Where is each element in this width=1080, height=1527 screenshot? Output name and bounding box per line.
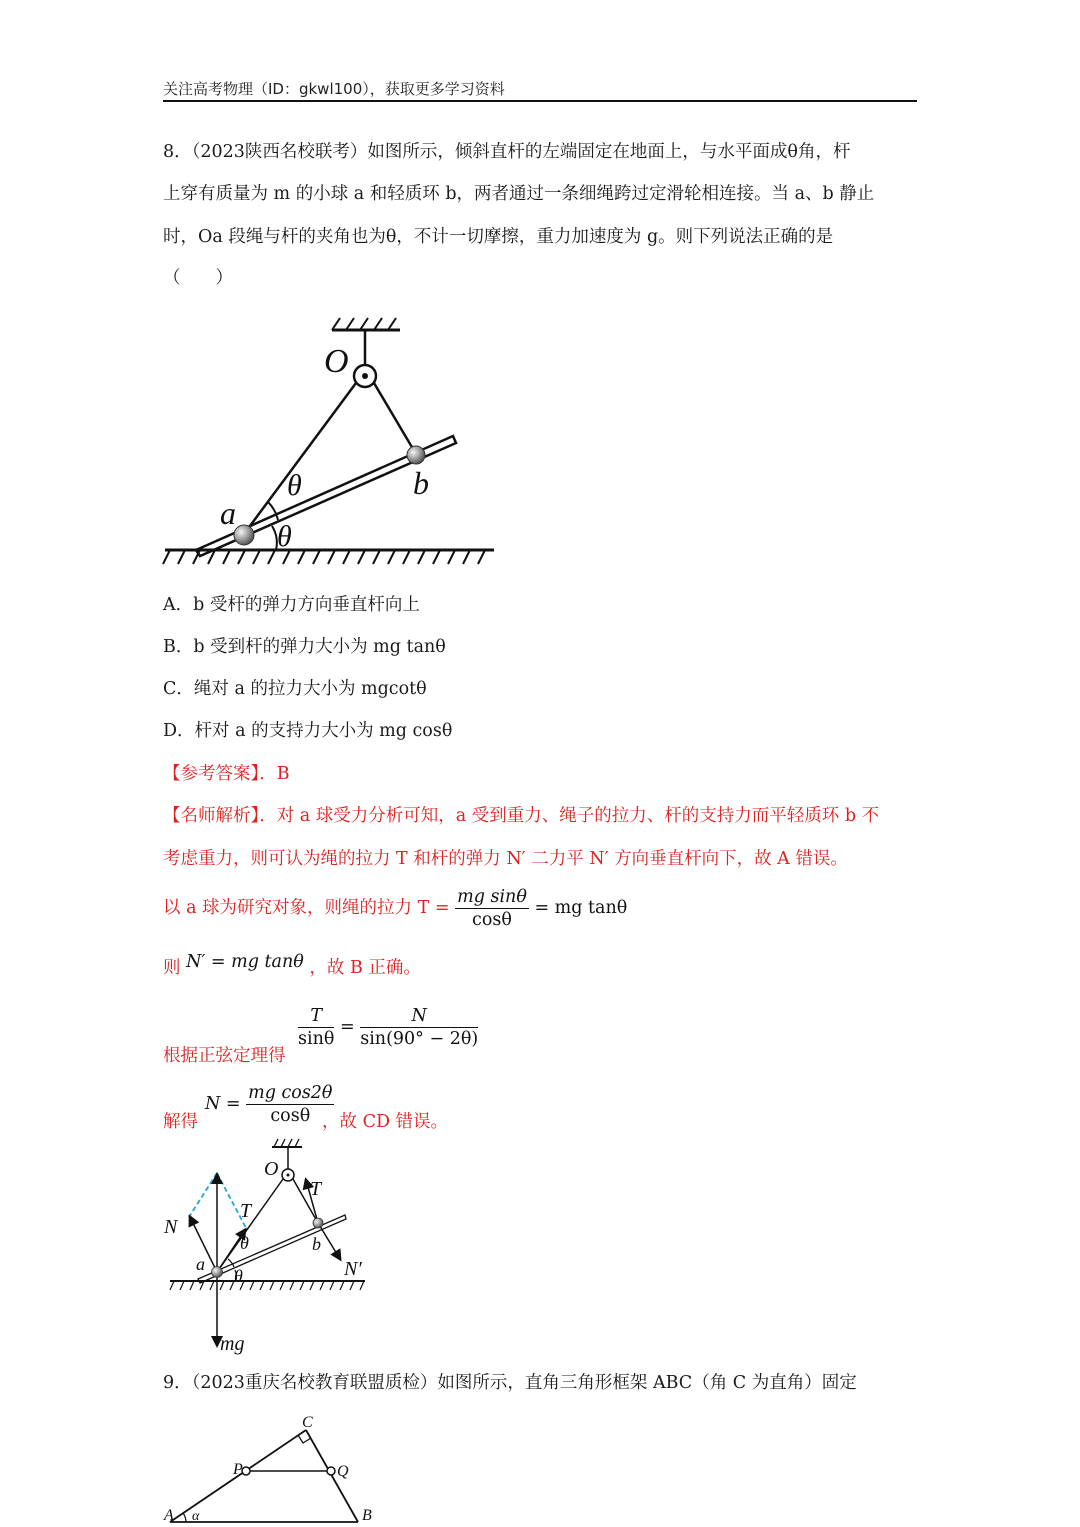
reference-answer: 【参考答案】．B — [163, 764, 290, 784]
option-a: A．b 受杆的弹力方向垂直杆向上 — [163, 595, 420, 615]
sine-fraction-left — [298, 1005, 334, 1050]
solve-equation — [205, 1082, 334, 1127]
sine-num-left: T — [298, 1005, 334, 1028]
normal-eq-formula: N′ = mg tanθ — [186, 952, 304, 972]
force-label-mg: mg — [220, 1333, 245, 1355]
tension-eq-prefix: 以 a 球为研究对象，则绳的拉力 T = — [163, 898, 450, 918]
label-a: a — [220, 495, 236, 531]
option-b: B．b 受到杆的弹力大小为 mg tanθ — [163, 637, 446, 657]
analysis-line2: 考虑重力，则可认为绳的拉力 T 和杆的弹力 N′ 二力平 N′ 方向垂直杆向下，故 A 错误。 — [163, 849, 848, 869]
option-c: C．绳对 a 的拉力大小为 mgcotθ — [163, 679, 427, 699]
q9-stem-line1: 9．（2023重庆名校教育联盟质检）如图所示，直角三角形框架 ABC（角 C 为直角）固定 — [163, 1373, 857, 1393]
normal-eq-suffix: ，故 B 正确。 — [309, 958, 421, 978]
sine-rule-label: 根据正弦定理得 — [163, 1046, 286, 1066]
force-label-b: b — [312, 1234, 321, 1254]
q8-force-diagram — [160, 1135, 380, 1360]
tension-denominator: cosθ — [472, 910, 512, 930]
q8-figure-rod-pulley — [160, 310, 500, 580]
solve-lhs: N = — [205, 1094, 241, 1114]
normal-eq-prefix: 则 — [163, 958, 181, 978]
force-label-theta-rope: θ — [240, 1233, 249, 1253]
tri-label-C: C — [302, 1414, 313, 1431]
header-divider — [163, 100, 917, 102]
analysis-normal-eq — [163, 952, 421, 978]
tri-label-Q: Q — [337, 1463, 349, 1480]
solve-numerator: mg cos2θ — [248, 1083, 333, 1103]
analysis-line1: 【名师解析】．对 a 球受力分析可知，a 受到重力、绳子的拉力、杆的支持力而平轻质环 b 不 — [163, 806, 880, 826]
sine-num-right: N — [360, 1005, 478, 1028]
q8-stem-line3: 时，Oa 段绳与杆的夹角也为θ，不计一切摩擦，重力加速度为 g。则下列说法正确的是 — [163, 227, 834, 247]
tension-numerator: mg sinθ — [457, 887, 527, 907]
q8-answer-paren: （ ） — [163, 268, 233, 288]
force-label-O: O — [264, 1158, 279, 1180]
tri-label-B: B — [362, 1507, 372, 1524]
force-label-T-b: T — [310, 1178, 322, 1200]
solve-label: 解得 — [163, 1112, 198, 1132]
tri-label-A: A — [164, 1507, 174, 1524]
ball-a — [234, 525, 254, 545]
label-theta-rope: θ — [287, 469, 302, 502]
label-O: O — [324, 343, 349, 380]
q8-stem-line2: 上穿有质量为 m 的小球 a 和轻质环 b，两者通过一条细绳跨过定滑轮相连接。当 a、b 静止 — [163, 184, 875, 204]
analysis-tension-eq — [163, 886, 627, 931]
label-b: b — [413, 465, 429, 501]
q8-stem-line1: 8．（2023陕西名校联考）如图所示，倾斜直杆的左端固定在地面上，与水平面成θ角，杆 — [163, 142, 851, 162]
q9-figure-triangle — [160, 1408, 390, 1527]
ring-b — [407, 446, 425, 464]
force-label-T-a: T — [240, 1200, 252, 1222]
sine-fraction-right — [360, 1005, 478, 1050]
solve-suffix: ，故 CD 错误。 — [322, 1112, 449, 1132]
force-label-N-prime: N′ — [344, 1258, 362, 1280]
label-theta-ground: θ — [277, 520, 292, 553]
tri-label-alpha: α — [192, 1509, 200, 1524]
sine-den-right: sin(90° − 2θ) — [360, 1029, 479, 1049]
sine-den-left: sinθ — [298, 1029, 335, 1049]
tension-fraction — [455, 886, 529, 931]
solve-denominator: cosθ — [270, 1106, 311, 1126]
page-header: 关注高考物理（ID：gkwl100），获取更多学习资料 — [163, 80, 505, 98]
option-d: D．杆对 a 的支持力大小为 mg cosθ — [163, 721, 453, 741]
tension-eq-suffix: = mg tanθ — [534, 898, 628, 918]
force-label-theta-ground: θ — [234, 1266, 243, 1286]
tri-label-P: P — [233, 1461, 243, 1478]
sine-rule-equation — [298, 1005, 478, 1050]
force-label-a: a — [196, 1254, 205, 1274]
sine-equals: = — [339, 1017, 355, 1037]
force-label-N: N — [164, 1216, 178, 1238]
